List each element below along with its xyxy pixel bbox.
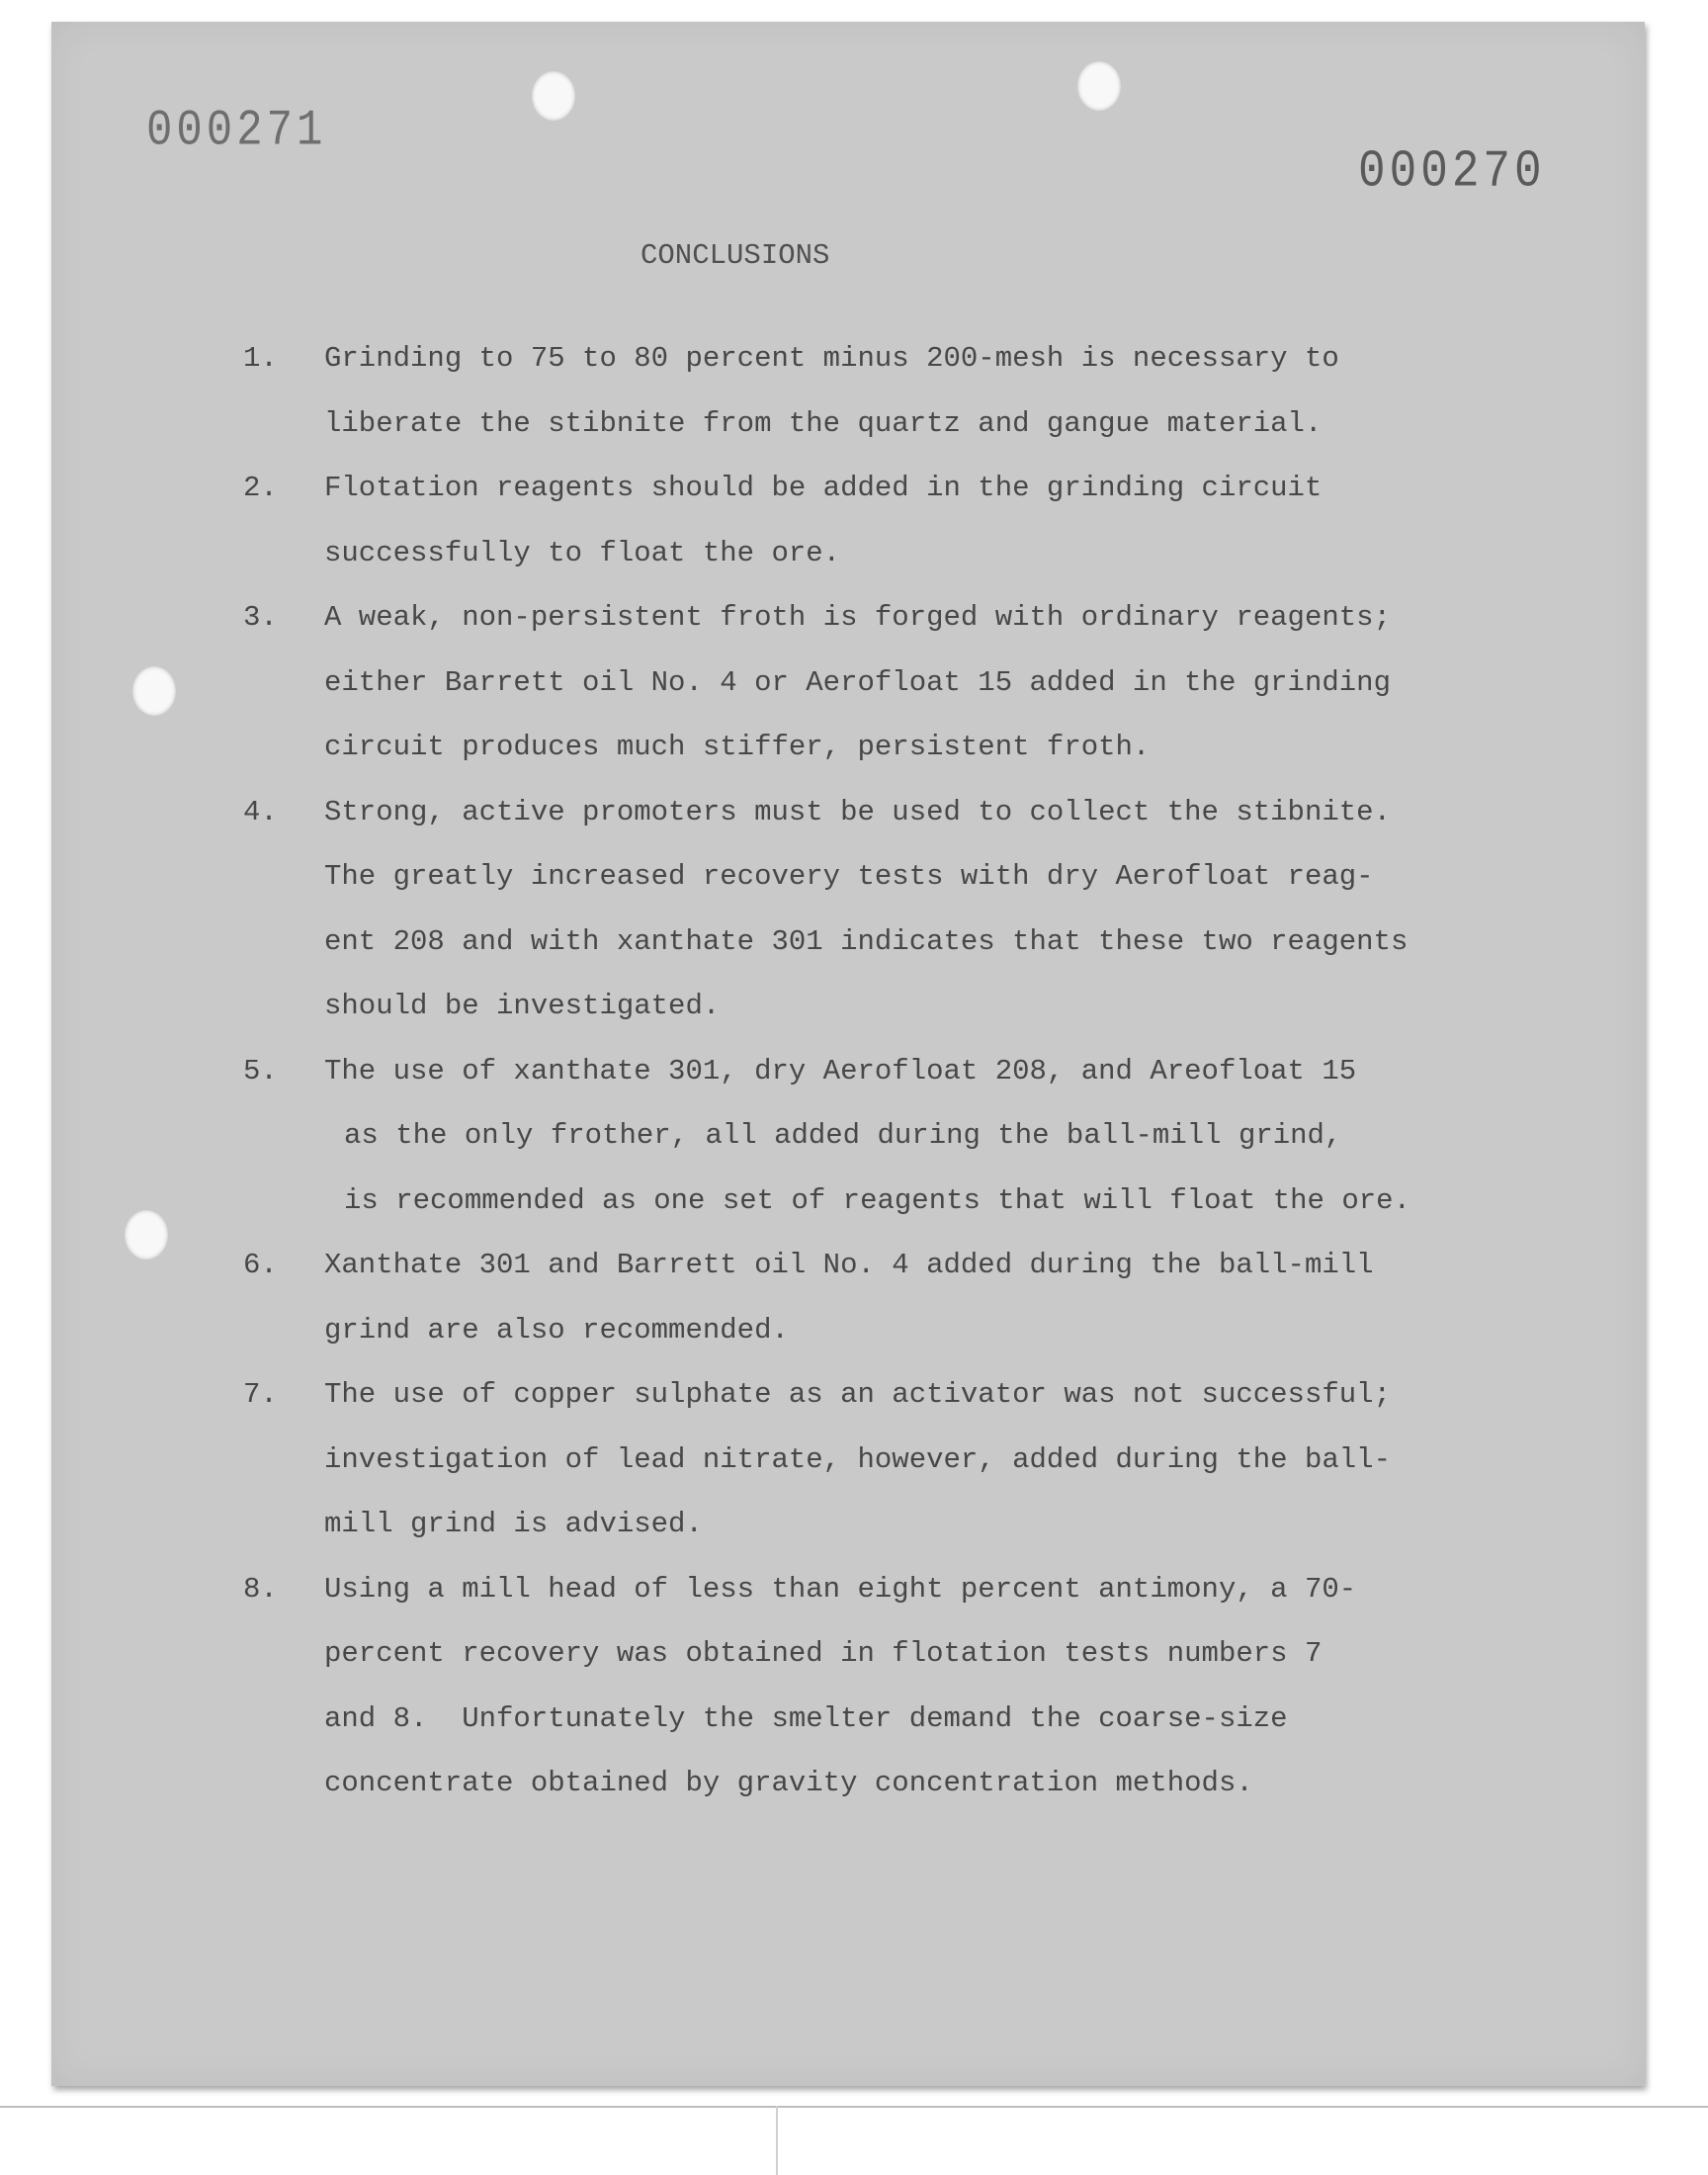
item-line: successfully to float the ore. [324,536,841,569]
scan-bottom-edge [0,2106,1708,2108]
item-line: liberate the stibnite from the quartz and gangue material. [324,406,1323,440]
item-line: A weak, non-persistent froth is forged with ordinary reagents; [324,601,1391,634]
item-number: 5. [243,1054,278,1088]
item-line: should be investigated. [324,990,721,1022]
item-number: 8. [243,1572,278,1606]
item-text [324,1557,1597,1816]
conclusion-item [243,585,1597,780]
item-number: 6. [243,1249,278,1281]
item-line: The use of copper sulphate as an activator was not successful; [324,1378,1391,1411]
item-line: Strong, active promoters must be used to collect the stibnite. [324,795,1391,828]
item-text [324,780,1597,1039]
item-number: 1. [243,342,278,375]
item-line: Xanthate 301 and Barrett oil No. 4 added during the ball-mill [324,1249,1374,1281]
punch-hole-top-right [1077,61,1121,111]
item-line: grind are also recommended. [324,1313,789,1347]
item-number: 7. [243,1378,278,1411]
item-line: and 8. Unfortunately the smelter demand the coarse-size [324,1701,1288,1735]
item-line: percent recovery was obtained in flotation tests numbers 7 [324,1637,1323,1670]
conclusion-item [243,1233,1597,1362]
page-stamp-right: 000270 [1358,142,1546,202]
page-stamp-left: 000271 [146,103,327,160]
item-number: 2. [243,472,278,504]
item-line: is recommended as one set of reagents that will float the ore. [344,1183,1410,1217]
item-line: The use of xanthate 301, dry Aerofloat 208, and Areofloat 15 [324,1054,1357,1088]
section-heading: CONCLUSIONS [640,239,830,272]
item-text [324,1039,1597,1234]
item-text [324,456,1597,585]
scan-divider-mark [776,2106,778,2175]
conclusion-item [243,1039,1597,1234]
item-number: 4. [243,795,278,828]
punch-hole-side-lower [125,1210,168,1260]
item-line: investigation of lead nitrate, however, added during the ball- [324,1442,1391,1476]
conclusions-list [243,326,1597,1816]
item-text [324,326,1597,456]
item-text [324,585,1597,780]
conclusion-item [243,780,1597,1039]
punch-hole-top-left [532,71,575,121]
item-line: ent 208 and with xanthate 301 indicates that these two reagents [324,924,1409,958]
item-text [324,1362,1597,1557]
item-line: either Barrett oil No. 4 or Aerofloat 15 added in the grinding [324,665,1391,699]
punch-hole-side-upper [132,666,176,716]
item-line: as the only frother, all added during the ball-mill grind, [344,1119,1342,1152]
item-line: concentrate obtained by gravity concentration methods. [324,1767,1253,1799]
item-text [324,1233,1597,1362]
conclusion-item [243,1557,1597,1816]
item-line: mill grind is advised. [324,1508,703,1540]
item-number: 3. [243,601,278,634]
conclusion-item [243,326,1597,456]
item-line: circuit produces much stiffer, persistent froth. [324,731,1151,763]
conclusion-item [243,456,1597,585]
item-line: Grinding to 75 to 80 percent minus 200-mesh is necessary to [324,342,1339,375]
item-line: The greatly increased recovery tests with dry Aerofloat reag- [324,860,1374,893]
item-line: Using a mill head of less than eight percent antimony, a 70- [324,1572,1357,1606]
item-line: Flotation reagents should be added in the grinding circuit [324,472,1323,504]
conclusion-item [243,1362,1597,1557]
